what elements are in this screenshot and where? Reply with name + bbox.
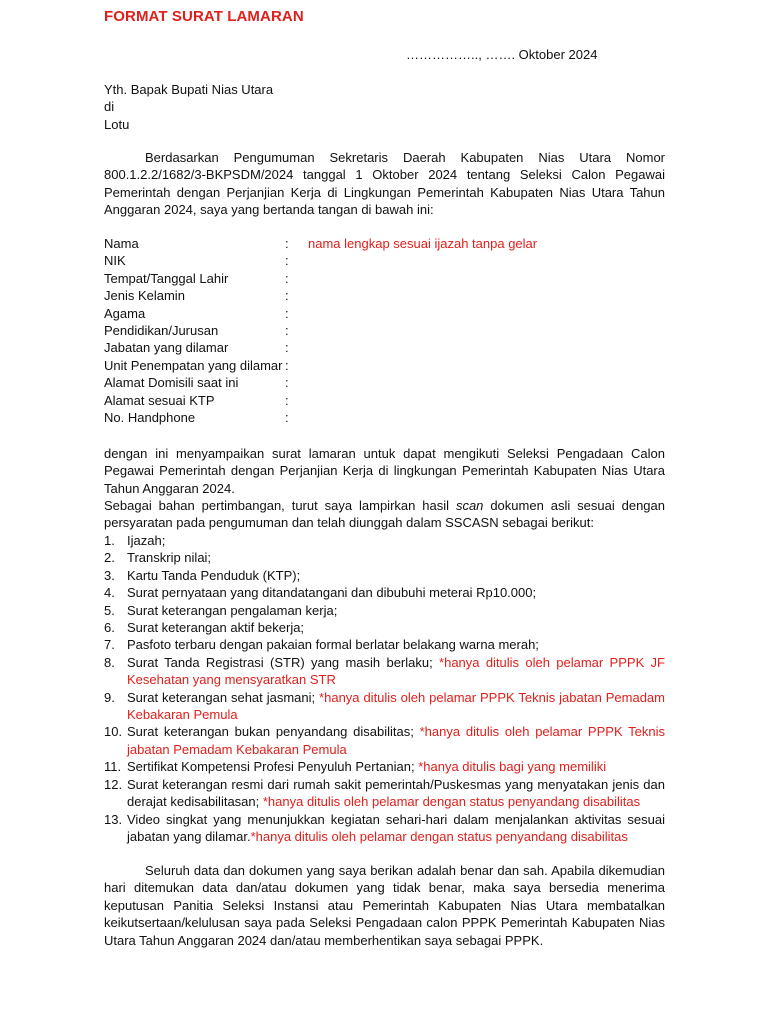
list-text: Sertifikat Kompetensi Profesi Penyuluh Pertanian;	[127, 759, 419, 775]
field-colon: :	[285, 410, 289, 425]
field-label: NIK	[104, 253, 126, 269]
list-note: *hanya ditulis oleh pelamar dengan status penyandang disabilitas	[250, 828, 628, 844]
closing-paragraph: Seluruh data dan dokumen yang saya berikan adalah benar dan sah. Apabila dikemudian hari ditemukan data dan/atau dokumen yang tidak benar, maka saya bersedia menerima keputusan Panitia Seleksi Instansi atau Pemerintah Kabupaten Nias Utara membatalkan keikutsertaan/kelulusan saya pada Seleksi Pengadaan calon PPPK Pemerintah Kabupaten Nias Utara Tahun Anggaran 2024 dan/atau memberhentikan saya sebagai PPPK.	[104, 863, 665, 948]
field-label: Jenis Kelamin	[104, 288, 185, 304]
list-item	[104, 811, 665, 846]
list-item	[104, 758, 665, 775]
attachment-intro-text: dokumen asli sesuai dengan persyaratan pada pengumuman dan telah diunggah dalam SSCASN sebagai berikut:	[104, 498, 666, 531]
list-note: *hanya ditulis oleh pelamar PPPK Teknis jabatan Pemadam Kebakaran Pemula	[127, 689, 665, 723]
list-item	[104, 689, 665, 724]
attachment-intro-italic: scan	[455, 498, 484, 513]
list-item	[104, 619, 665, 636]
attachment-list	[104, 532, 665, 845]
list-text: Surat keterangan bukan penyandang disabilitas;	[127, 724, 420, 740]
date-line: …………….., ……. Oktober 2024	[406, 47, 598, 62]
list-note: *hanya ditulis oleh pelamar dengan status penyandang disabilitas	[262, 794, 641, 810]
document-heading: FORMAT SURAT LAMARAN	[104, 8, 304, 25]
field-row-jabatan	[104, 340, 664, 357]
list-number: 2.	[104, 550, 115, 566]
list-text: Transkrip nilai;	[127, 550, 212, 566]
field-colon: :	[285, 270, 289, 286]
list-item	[104, 636, 665, 653]
field-colon: :	[285, 236, 289, 251]
list-number: 6.	[104, 620, 115, 636]
field-colon: :	[285, 375, 289, 391]
list-text: Surat pernyataan yang ditandatangani dan dibubuhi meterai Rp10.000;	[127, 585, 537, 601]
field-label: No. Handphone	[104, 410, 196, 425]
recipient-line: Lotu	[104, 116, 130, 132]
attachment-intro-text: Sebagai bahan pertimbangan, turut saya lampirkan hasil	[104, 498, 456, 513]
list-number: 3.	[104, 567, 115, 583]
field-label: Pendidikan/Jurusan	[104, 323, 219, 338]
field-label: Nama	[104, 236, 139, 251]
list-item	[104, 567, 665, 584]
application-paragraph: dengan ini menyampaikan surat lamaran untuk dapat mengikuti Seleksi Pengadaan Calon Pegawai Pemerintah dengan Perjanjian Kerja di lingkungan Pemerintah Kabupaten Nias Utara Tahun Anggaran 2024.	[104, 446, 665, 496]
list-number: 10.	[104, 724, 123, 740]
field-colon: :	[285, 392, 289, 408]
intro-paragraph: Berdasarkan Pengumuman Sekretaris Daerah Kabupaten Nias Utara Nomor 800.1.2.2/1682/3-BKPSDM/2024 tanggal 1 Oktober 2024 tentang Seleksi Calon Pegawai Pemerintah dengan Perjanjian Kerja di Lingkungan Pemerintah Kabupaten Nias Utara Tahun Anggaran 2024, saya yang bertanda tangan di bawah ini:	[104, 150, 665, 218]
list-number: 4.	[104, 585, 115, 601]
recipient-line: Yth. Bapak Bupati Nias Utara	[104, 82, 274, 97]
list-text: Surat keterangan resmi dari rumah sakit pemerintah/Puskesmas yang menyatakan jenis dan derajat kedisabilitasan;	[127, 776, 665, 810]
list-text: Surat Tanda Registrasi (STR) yang masih berlaku;	[127, 654, 440, 670]
list-text: Surat keterangan aktif bekerja;	[127, 620, 305, 636]
field-label: Tempat/Tanggal Lahir	[104, 270, 229, 286]
field-row-alamat-domisili	[104, 375, 664, 392]
field-label: Agama	[104, 305, 146, 321]
list-number: 1.	[104, 533, 115, 548]
recipient-address	[104, 81, 664, 133]
list-item	[104, 532, 665, 549]
list-number: 12.	[104, 776, 123, 792]
field-label: Jabatan yang dilamar	[104, 340, 229, 356]
recipient-line: di	[104, 99, 115, 115]
list-number: 8.	[104, 654, 115, 670]
field-colon: :	[285, 305, 289, 321]
list-text: Kartu Tanda Penduduk (KTP);	[127, 567, 301, 583]
field-label: Alamat sesuai KTP	[104, 392, 215, 408]
list-item	[104, 602, 665, 619]
list-text: Video singkat yang menunjukkan kegiatan sehari-hari dalam menjalankan aktivitas sesuai jabatan yang dilamar.	[127, 811, 665, 844]
field-colon: :	[285, 253, 289, 269]
list-note: *hanya ditulis bagi yang memiliki	[418, 759, 607, 775]
list-text: Surat keterangan sehat jasmani;	[127, 689, 320, 705]
field-row-alamat-ktp	[104, 393, 664, 410]
list-number: 7.	[104, 637, 115, 653]
list-number: 9.	[104, 689, 115, 705]
list-item	[104, 723, 665, 758]
field-label: Alamat Domisili saat ini	[104, 375, 239, 391]
field-row-pendidikan-jurusan	[104, 323, 664, 340]
field-row-agama	[104, 306, 664, 323]
list-item	[104, 654, 665, 689]
list-note: *hanya ditulis oleh pelamar PPPK Teknis jabatan Pemadam Kebakaran Pemula	[127, 724, 665, 757]
list-note: *hanya ditulis oleh pelamar PPPK JF Kesehatan yang mensyaratkan STR	[127, 654, 665, 688]
field-row-unit-penempatan	[104, 358, 664, 375]
list-text: Ijazah;	[127, 533, 166, 548]
field-row-tempat-tanggal-lahir	[104, 271, 664, 288]
list-item	[104, 584, 665, 601]
field-hint: nama lengkap sesuai ijazah tanpa gelar	[308, 236, 538, 251]
field-row-no-handphone	[104, 410, 664, 427]
field-colon: :	[285, 357, 289, 373]
field-row-nama	[104, 236, 664, 253]
field-row-nik	[104, 253, 664, 270]
field-row-jenis-kelamin	[104, 288, 664, 305]
list-number: 13.	[104, 811, 123, 827]
field-label: Unit Penempatan yang dilamar	[104, 357, 283, 373]
list-text: Pasfoto terbaru dengan pakaian formal berlatar belakang warna merah;	[127, 637, 539, 653]
list-number: 11.	[104, 759, 122, 775]
field-colon: :	[285, 340, 289, 356]
list-text: Surat keterangan pengalaman kerja;	[127, 602, 338, 618]
list-number: 5.	[104, 602, 115, 618]
attachment-intro	[104, 497, 665, 532]
list-item	[104, 776, 665, 811]
field-colon: :	[285, 323, 289, 338]
list-item	[104, 549, 665, 566]
field-colon: :	[285, 288, 289, 304]
